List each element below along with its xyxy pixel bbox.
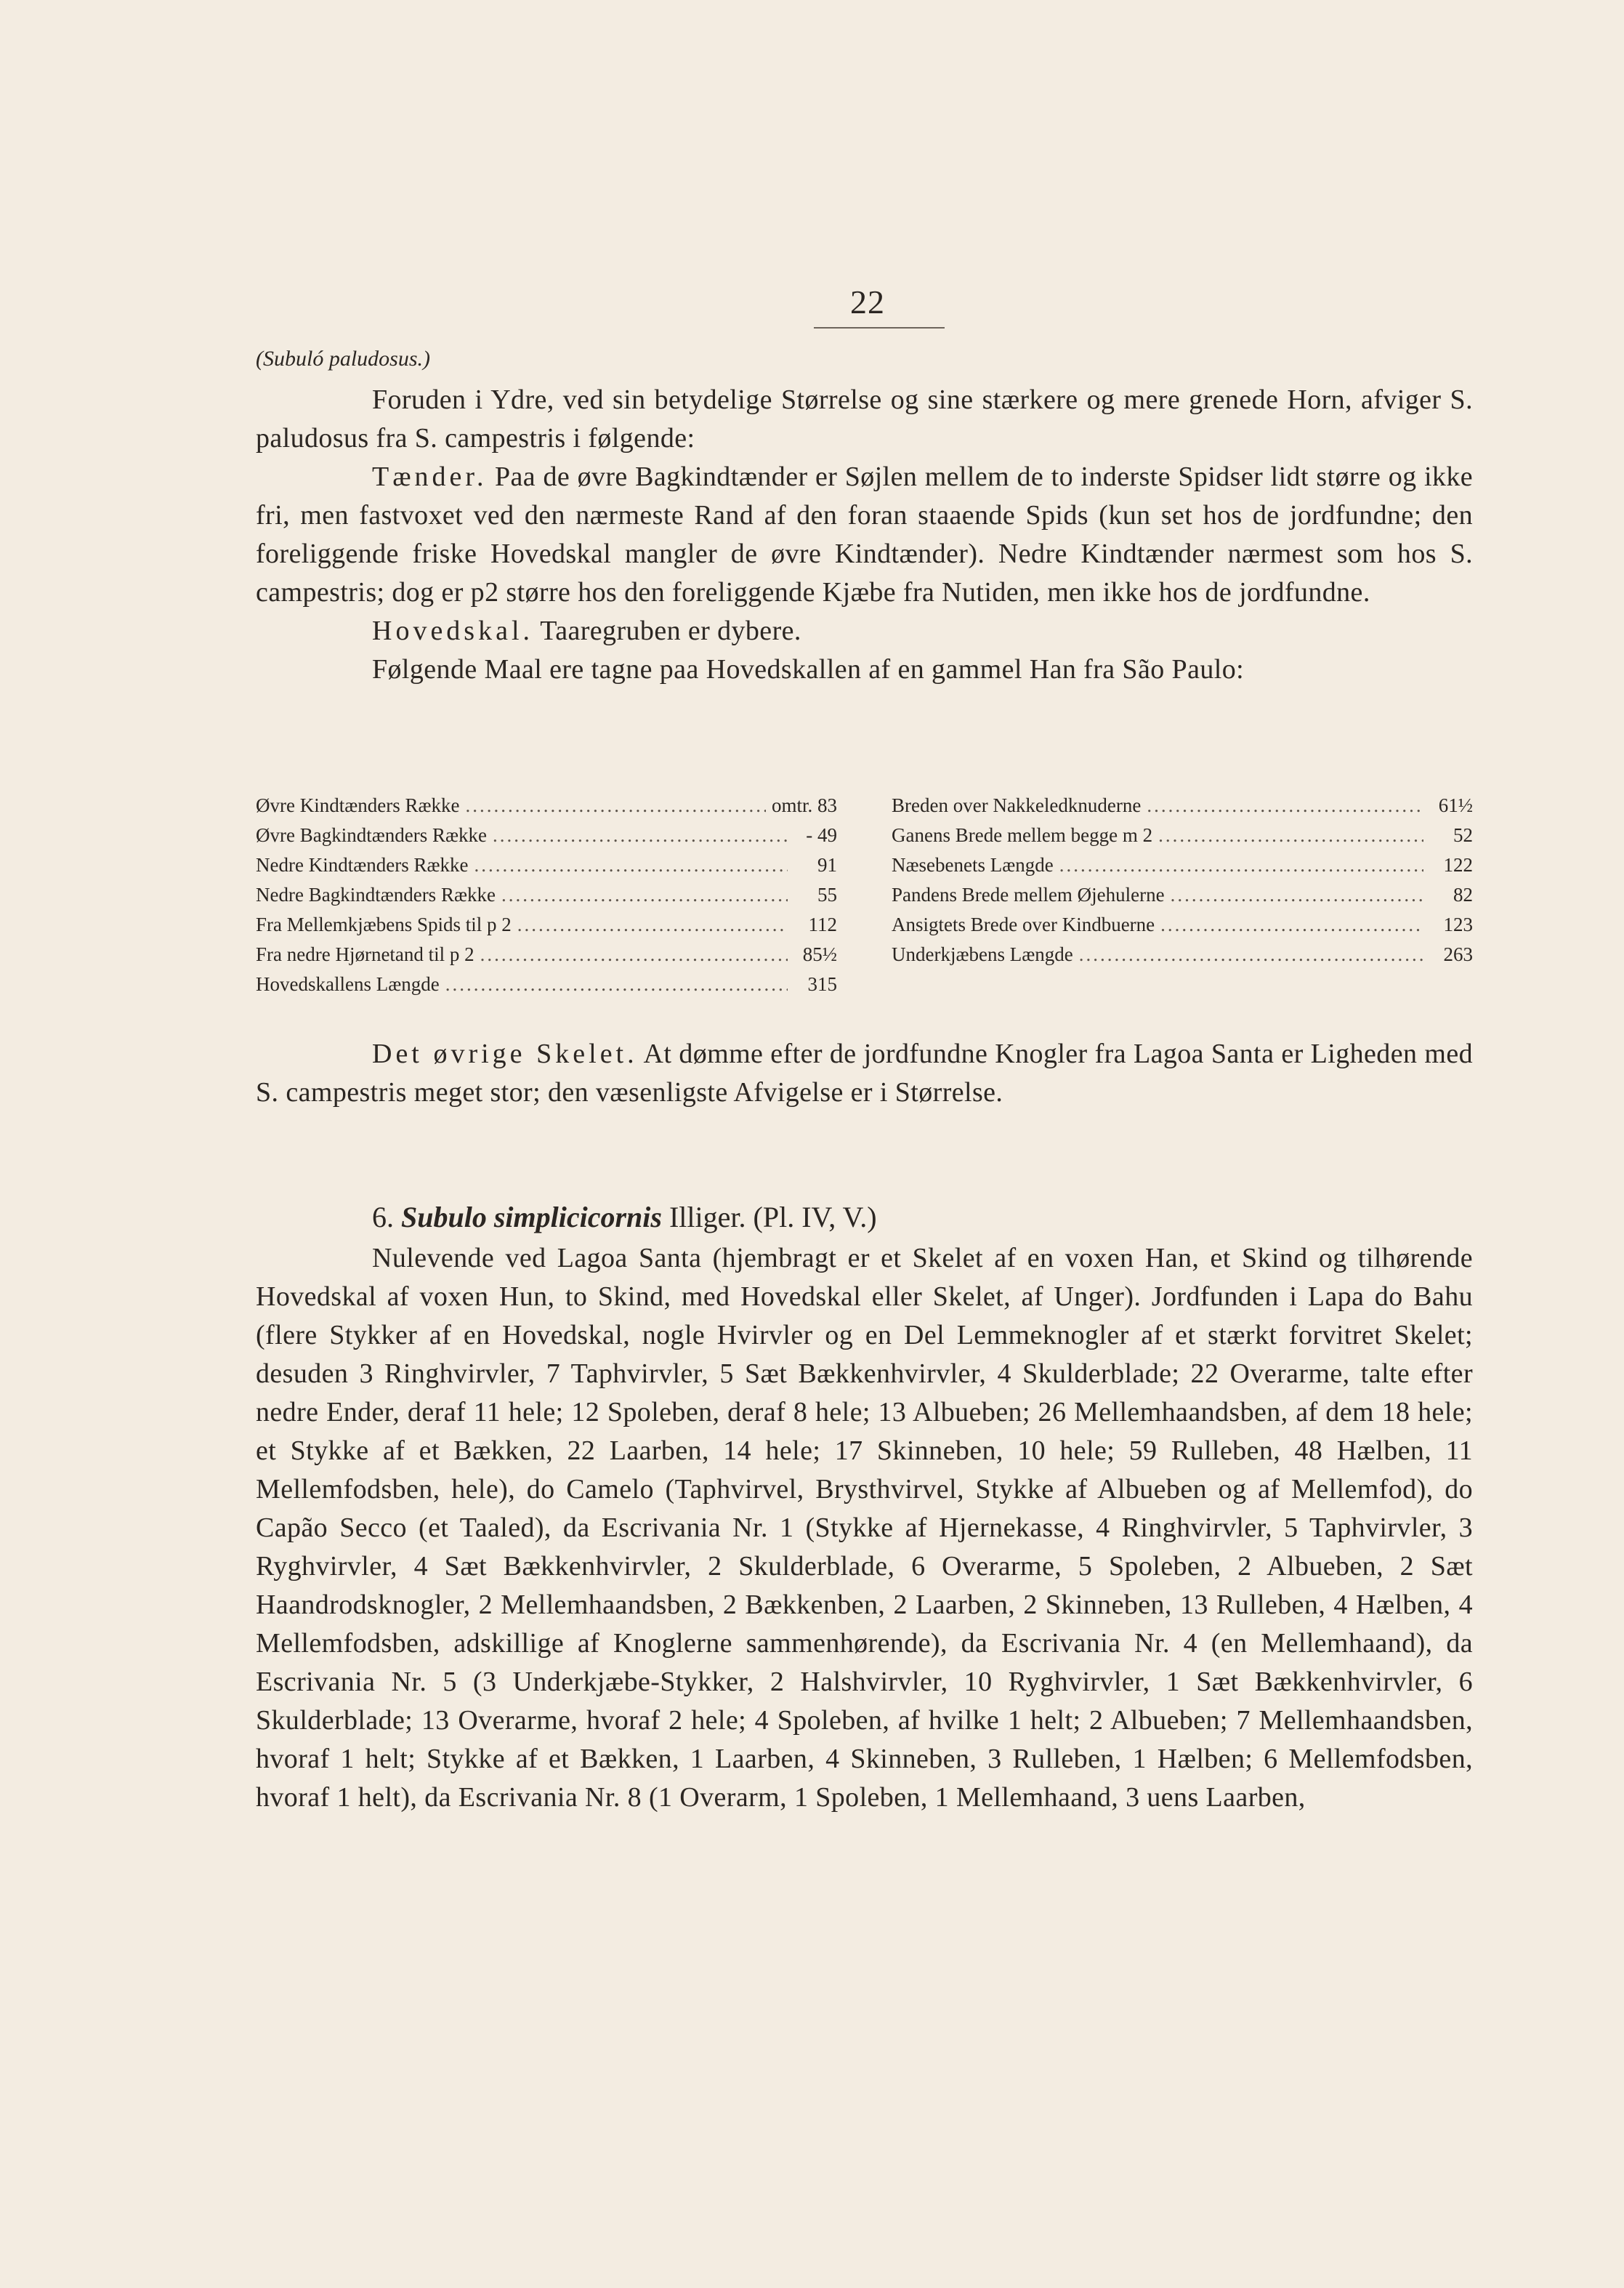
measurement-row (892, 910, 1473, 940)
intro-paragraph-1: Foruden i Ydre, ved sin betydelige Størrelse og sine stærkere og mere grenede Horn, afviger S. paludosus fra S. campestris i følgende: (256, 384, 1473, 454)
measurement-value: 122 (1443, 854, 1473, 876)
intro-text (256, 381, 1473, 689)
measurement-row (892, 821, 1473, 850)
leader-dots (465, 791, 766, 821)
measurement-label: Ganens Brede mellem begge m 2 (892, 824, 1153, 846)
leader-dots (1171, 880, 1423, 910)
intro-paragraph-3 (256, 612, 1473, 650)
measurement-label: Næsebenets Længde (892, 854, 1054, 876)
intro-paragraph-4: Følgende Maal ere tagne paa Hovedskallen af en gammel Han fra São Paulo: (372, 654, 1245, 685)
section-number: 6. (372, 1201, 394, 1233)
measurement-value: - 49 (806, 824, 837, 846)
species-name: Subulo simplicicornis (401, 1201, 662, 1233)
measurement-label: Fra nedre Hjørnetand til p 2 (256, 943, 474, 965)
page-number: 22 (850, 283, 885, 321)
leader-dots (480, 940, 788, 970)
skeleton-body: At dømme efter de jordfundne Knogler fra Lagoa Santa er Ligheden med S. campestris meget stor; den væsenligste Afvigelse er i Størrelse. (256, 1039, 1473, 1108)
measurement-table (256, 791, 1473, 999)
section-6-paragraph: Nulevende ved Lagoa Santa (hjembragt er et Skelet af en voxen Han, et Skind og tilhørende Hovedskal af voxen Hun, to Skind, med Hovedskal eller Skelet, af Unger). Jordfunden i Lapa do Bahu (flere Stykker af en Hovedskal, nogle Hvirvler og en Del Lemmeknogler af et stærkt forvitret Skelet; desuden 3 Ringhvirvler, 7 Taphvirvler, 5 Sæt Bækkenhvirvler, 4 Skulderblade; 22 Overarme, talte efter nedre Ender, deraf 11 hele; 12 Spoleben, deraf 8 hele; 13 Albueben; 26 Mellemhaandsben, af dem 18 hele; et Stykke af et Bækken, 22 Laarben, 14 hele; 17 Skinneben, 10 hele; 59 Rulleben, 48 Hælben, 11 Mellemfodsben, hele), do Camelo (Taphvirvel, Brysthvirvel, Stykke af Albueben og af Mellemfod), do Capão Secco (et Taaled), da Escrivania Nr. 1 (Stykke af Hjernekasse, 4 Ringhvirvler, 5 Taphvirvler, 3 Ryghvirvler, 4 Sæt Bækkenhvirvler, 2 Skulderblade, 6 Overarme, 5 Spoleben, 2 Albueben, 2 Sæt Haandrodsknogler, 2 Mellemhaandsben, 2 Bækkenben, 2 Laarben, 2 Skinneben, 13 Rulleben, 4 Hælben, 4 Mellemfodsben, adskillige af Knoglerne sammenhørende), da Escrivania Nr. 4 (en Mellemhaand), da Escrivania Nr. 5 (3 Underkjæbe-Stykker, 2 Halshvirvler, 10 Ryghvirvler, 1 Sæt Bækkenhvirvler, 6 Skulderblade; 13 Overarme, hvoraf 2 hele; 4 Spoleben, af hvilke 1 helt; 2 Albueben; 7 Mellemhaandsben, hvoraf 1 helt; Stykke af et Bækken, 1 Laarben, 4 Skinneben, 3 Rulleben, 1 Hælben; 6 Mellemfodsben, hvoraf 1 helt), da Escrivania Nr. 8 (1 Overarm, 1 Spoleben, 1 Mellemhaand, 3 uens Laarben, (256, 1243, 1473, 1813)
measurement-value: 55 (817, 884, 837, 906)
section-6-text (256, 1239, 1473, 1817)
measurement-row (256, 910, 837, 940)
leader-dots (1079, 940, 1423, 970)
leader-dots (493, 821, 788, 850)
skull-heading: Hovedskal. (372, 616, 534, 646)
measurement-row (892, 850, 1473, 880)
measurement-label: Ansigtets Brede over Kindbuerne (892, 914, 1155, 935)
measurement-value: 112 (808, 914, 837, 935)
measurement-label: Øvre Kindtænders Række (256, 794, 460, 816)
leader-dots (474, 850, 788, 880)
measurement-value: 61½ (1438, 794, 1473, 816)
measurement-column-right (892, 791, 1473, 999)
measurement-value: 82 (1453, 884, 1473, 906)
measurement-label: Underkjæbens Længde (892, 943, 1073, 965)
measurement-value: 315 (807, 973, 837, 995)
measurement-label: Nedre Kindtænders Række (256, 854, 469, 876)
measurement-label: Hovedskallens Længde (256, 973, 440, 995)
skull-text: Taaregruben er dybere. (540, 616, 801, 646)
measurement-value: 123 (1443, 914, 1473, 935)
measurement-row (256, 850, 837, 880)
measurement-row (892, 791, 1473, 821)
teeth-text: Paa de øvre Bagkindtænder er Søjlen mellem de to inderste Spidser lidt større og ikke fri, men fastvoxet ved den nærmeste Rand af den foran staaende Spids (kun set hos de jordfundne; den foreliggende friske Hovedskal mangler de øvre Kindtænder). Nedre Kindtænder nærmest som hos S. campestris; dog er p2 større hos den foreliggende Kjæbe fra Nutiden, men ikke hos de jordfundne. (256, 462, 1473, 608)
leader-dots (501, 880, 788, 910)
skeleton-text (256, 1035, 1473, 1112)
measurement-value: 85½ (802, 943, 837, 965)
running-head: (Subuló paludosus.) (256, 347, 430, 371)
teeth-heading: Tænder. (372, 462, 488, 492)
leader-dots (1059, 850, 1423, 880)
measurement-row (256, 940, 837, 970)
intro-paragraph-2 (256, 458, 1473, 612)
section-heading (372, 1198, 877, 1237)
leader-dots (1160, 910, 1423, 940)
measurement-value: 52 (1453, 824, 1473, 846)
measurement-column-left (256, 791, 837, 999)
skeleton-heading: Det øvrige Skelet. (372, 1039, 638, 1069)
species-authority: Illiger. (Pl. IV, V.) (668, 1201, 877, 1233)
measurement-row (892, 940, 1473, 970)
measurement-value: 263 (1443, 943, 1473, 965)
measurement-label: Breden over Nakkeledknuderne (892, 794, 1142, 816)
measurement-row (256, 791, 837, 821)
measurement-row (256, 821, 837, 850)
measurement-value: omtr. 83 (771, 794, 837, 816)
leader-dots (445, 970, 788, 999)
measurement-row (256, 970, 837, 999)
measurement-label: Pandens Brede mellem Øjehulerne (892, 884, 1165, 906)
measurement-label: Fra Mellemkjæbens Spids til p 2 (256, 914, 512, 935)
measurement-row (892, 880, 1473, 910)
measurement-row (256, 880, 837, 910)
measurement-value: 91 (817, 854, 837, 876)
leader-dots (1147, 791, 1423, 821)
measurement-label: Nedre Bagkindtænders Række (256, 884, 496, 906)
leader-dots (517, 910, 788, 940)
measurement-label: Øvre Bagkindtænders Række (256, 824, 487, 846)
leader-dots (1158, 821, 1423, 850)
page-number-rule (814, 327, 945, 329)
skeleton-paragraph (256, 1035, 1473, 1112)
